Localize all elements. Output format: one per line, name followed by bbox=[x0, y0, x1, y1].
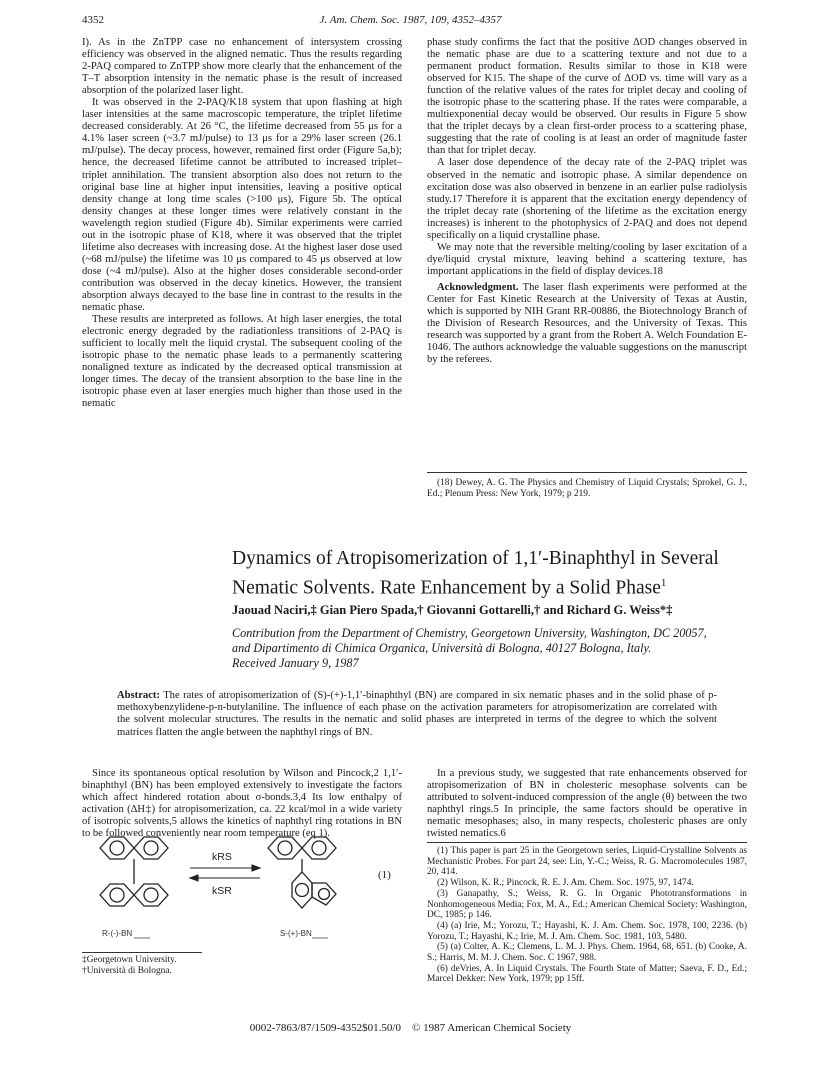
footnote: (3) Ganapathy, S.; Weiss, R. G. In Organic Phototransformations in Nonhomogeneous Media; Fox, M. A., Ed.; American Chemical Society: Washington, DC, 1985; p 146. bbox=[427, 888, 747, 921]
title-footnote-mark: 1 bbox=[660, 577, 667, 589]
equilibrium-arrows bbox=[190, 865, 260, 881]
s-enantiomer-label: S-(+)-BN bbox=[280, 929, 312, 938]
intro-right-column bbox=[427, 768, 747, 840]
s-binaphthyl-structure bbox=[268, 837, 336, 908]
abstract-label: Abstract: bbox=[117, 690, 160, 701]
article-code: 0002-7863/87/1509-4352$01.50/0 bbox=[249, 1022, 401, 1034]
abstract bbox=[117, 690, 717, 739]
paragraph: We may note that the reversible melting/cooling by laser excitation of a dye/liquid crystal mixture, leaving behind a scattering texture, has important applications in the field of display devices.18 bbox=[427, 241, 747, 277]
article-title bbox=[232, 546, 772, 601]
footnotes-divider bbox=[427, 842, 747, 843]
author-note: ‡Georgetown University. bbox=[82, 955, 177, 965]
author-notes bbox=[82, 955, 402, 976]
affiliation bbox=[232, 626, 792, 671]
footnote: (1) This paper is part 25 in the Georgetown series, Liquid-Crystalline Solvents as Mechanistic Probes. For part 24, see: Lin, Y.-C.; Weiss, R. G. Macromolecules 1987, 20, 414. bbox=[427, 846, 747, 878]
page-footer bbox=[0, 1022, 821, 1034]
footnote-18 bbox=[427, 478, 747, 499]
affiliation-line: and Dipartimento di Chimica Organica, Università di Bologna, 40127 Bologna, Italy. bbox=[232, 641, 652, 655]
running-head: J. Am. Chem. Soc. 1987, 109, 4352–4357 bbox=[319, 14, 502, 26]
rate-constant-reverse: kSR bbox=[212, 885, 232, 897]
r-enantiomer-label: R-(-)-BN bbox=[102, 929, 133, 938]
acknowledgment-label: Acknowledgment. bbox=[437, 281, 519, 293]
authors: Jaouad Naciri,‡ Gian Piero Spada,† Giovanni Gottarelli,† and Richard G. Weiss*‡ bbox=[232, 603, 673, 617]
paragraph: It was observed in the 2-PAQ/K18 system that upon flashing at high laser intensities at the same macroscopic temperature, the triplet lifetime decreased considerably. At 26 °C, the lifetime decreased from 55 μs for a 4.1% laser screen (~3.7 mJ/pulse) to 13 μs for a 29% laser screen (26.1 mJ/pulse). The decay process, however, remained first order (Figure 5a,b); hence, the decreased lifetime cannot be attributed to increased triplet–triplet annihilation. The transient absorption also does not return to the original base line at higher input intensities, leaving a positive optical density change at long time scales (>100 μs), Figure 5b. The optical density changes at these longer times were relatively constant in the wavelength region studied (Figure 4b). Similar experiments were carried out in the isotropic phase of K18, where it was observed that the triplet lifetime also decreases with increasing dose. At the highest laser dose used (~68 mJ/pulse) the lifetime was 10 μs compared to 45 μs observed at low dose (~4 mJ/pulse). Also at the higher doses considerable second-order contribution was observed in the decay kinetics. However, the transient absorption always decayed to the base line in contrast to the results in the nematic phase. bbox=[82, 97, 402, 314]
footnote: (5) (a) Colter, A. K.; Clemens, L. M. J. Phys. Chem. 1964, 68, 651. (b) Cooke, A. S.; Harris, M. M. J. Chem. Soc. C 1967, 988. bbox=[427, 942, 747, 964]
abstract-text: The rates of atropisomerization of (S)-(+)-1,1′-binaphthyl (BN) are compared in six nematic phases and in the solid phase of p-methoxybenzylidene-p-n-butylaniline. The influence of each phase on the activation parameters for atropisomerization are correlated with the solvent molecular structures. The results in the nematic and solid phases are interpreted in terms of the degree to which the solvent matrices flatten the angle between the naphthyl rings of BN. bbox=[117, 690, 717, 738]
footnote: (18) Dewey, A. G. The Physics and Chemistry of Liquid Crystals; Sprokel, G. J., Ed.; Plenum Press: New York, 1979; p 219. bbox=[427, 478, 747, 499]
footnote: (6) deVries, A. In Liquid Crystals. The Fourth State of Matter; Saeva, F. D., Ed.; Marcel Dekker: New York, 1979; pp 15ff. bbox=[427, 963, 747, 985]
rate-constant-forward: kRS bbox=[212, 851, 232, 863]
paragraph: I). As in the ZnTPP case no enhancement of intersystem crossing efficiency was observed in the aligned nematic. Thus the results regarding 2-PAQ compared to ZnTPP show more clearly that the enhancement of the T–T absorption intensity in the nematic phase is the result of increased absorption of the polarized laser light. bbox=[82, 37, 402, 97]
paragraph: In a previous study, we suggested that rate enhancements observed for atropisomerization of BN in cholesteric mesophase solvents can be attributed to solvent-induced compression of the angle (θ) between the two naphthyl rings.5 In principle, the same factors should be operative in nematic mesophases; also, in many respects, cholesteric phases are only twisted nematics.6 bbox=[427, 768, 747, 840]
top-right-column bbox=[427, 37, 747, 366]
top-left-column bbox=[82, 37, 402, 410]
author-note: †Università di Bologna. bbox=[82, 965, 172, 976]
copyright: © 1987 American Chemical Society bbox=[411, 1022, 572, 1034]
title-line: Nematic Solvents. Rate Enhancement by a Solid Phase bbox=[232, 577, 661, 599]
footnotes bbox=[427, 846, 747, 985]
equation-number: (1) bbox=[378, 869, 391, 881]
author-notes-divider bbox=[82, 952, 202, 953]
paragraph: These results are interpreted as follows. At high laser energies, the total electronic energy degraded by the radiationless transitions of 2-PAQ is sufficient to locally melt the liquid crystal. The subsequent cooling of the isotropic phase to the nematic phase leads to a permanently scattering nonaligned texture as indicated by the decreased optical transmission at longer times. The decay of the transient absorption to the base line in the isotropic phase even at laser energies much higher than those used in the nematic bbox=[82, 314, 402, 410]
paragraph: Since its spontaneous optical resolution by Wilson and Pincock,2 1,1′-binaphthyl (BN) has been employed extensively to investigate the factors which affect hindered rotation about σ-bonds.3,4 Its low enthalpy of activation (ΔH‡) for atropisomerization, ca. 22 kcal/mol in a wide variety of isotropic solvents,5 allows the kinetics of naphthyl ring rotations in BN to be followed conveniently near room temperature (eq 1). bbox=[82, 768, 402, 840]
r-binaphthyl-structure bbox=[100, 837, 168, 906]
paragraph: A laser dose dependence of the decay rate of the 2-PAQ triplet was observed in the nematic and isotropic phase. A similar dependence on excitation dose was also observed in benzene in an earlier pulse radiolysis study.17 Therefore it is apparent that the excitation energy dependency of the triplet decay rate (shortening of the lifetime as the excitation energy increases) is inherent to the photophysics of 2-PAQ and does not depend specifically on a liquid crystalline phase. bbox=[427, 157, 747, 241]
acknowledgment-text: The laser flash experiments were performed at the Center for Fast Kinetic Research at the University of Texas at Austin, which is supported by NIH Grant RR-00886, the Biotechnology Branch of the Division of Research Resources, and the University of Texas. This research was supported by a grant from the Robert A. Welch Foundation E-1046. The authors acknowledge the valuable suggestions on the manuscript by the referees. bbox=[427, 281, 747, 366]
binaphthyl-scheme bbox=[82, 826, 402, 946]
footnote: (4) (a) Irie, M.; Yorozu, T.; Hayashi, K. J. Am. Chem. Soc. 1978, 100, 2236. (b) Yorozu, T.; Hayashi, K.; Irie, M. J. Am. Chem. Soc. 1981, 103, 5480. bbox=[427, 920, 747, 942]
affiliation-line: Contribution from the Department of Chemistry, Georgetown University, Washington, DC 20057, bbox=[232, 626, 707, 640]
footnote: (2) Wilson, K. R.; Pincock, R. E. J. Am. Chem. Soc. 1975, 97, 1474. bbox=[437, 878, 694, 889]
page-number: 4352 bbox=[82, 14, 104, 26]
paragraph: phase study confirms the fact that the positive ΔOD changes observed in the nematic phase are due to a scattering texture and not due to a permanent product formation. Results similar to those in K18 were observed for K15. The shape of the curve of ΔOD vs. time will vary as a function of the relative values of the rates for triplet decay and cooling of the isotropic phase to the scattering phase. If the rates were comparable, a multiexponential decay would be observed. Our results in Figure 5 show that the triplet decays by a clean first-order process to a scattering phase, suggesting that the rate of cooling is at least an order of magnitude faster than that for triplet decay. bbox=[427, 37, 747, 157]
received-date: Received January 9, 1987 bbox=[232, 656, 359, 670]
acknowledgment bbox=[427, 282, 747, 366]
footnote-divider bbox=[427, 472, 747, 473]
title-line: Dynamics of Atropisomerization of 1,1′-Binaphthyl in Several bbox=[232, 548, 719, 569]
